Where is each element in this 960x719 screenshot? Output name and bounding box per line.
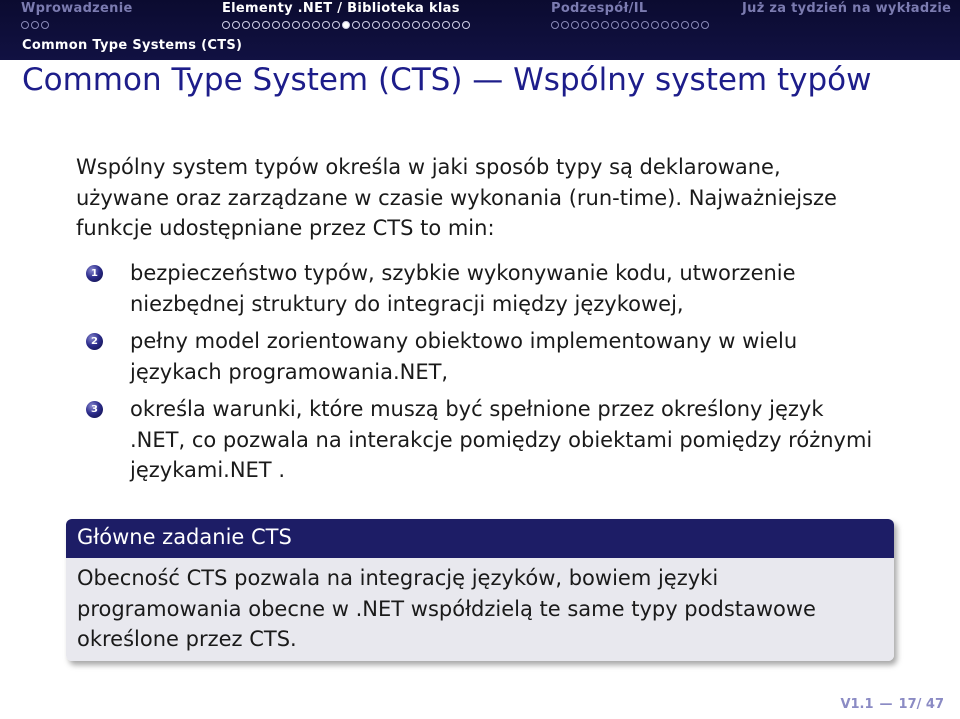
nav-dot[interactable] <box>262 21 270 29</box>
nav-section-title[interactable]: Elementy .NET / Biblioteka klas <box>222 1 460 16</box>
list-item-text: bezpieczeństwo typów, szybkie wykonywanie kodu, utworzenie niezbędnej struktury do integracji między językowej, <box>130 261 796 316</box>
list-item-text: pełny model zorientowany obiektowo implementowany w wielu językach programowania.NET, <box>130 329 798 384</box>
nav-dot[interactable] <box>282 21 290 29</box>
subsection-title[interactable]: Common Type Systems (CTS) <box>22 38 243 53</box>
nav-dot[interactable] <box>272 21 280 29</box>
footer <box>840 697 944 712</box>
nav-dot[interactable] <box>21 21 29 29</box>
nav-dot[interactable] <box>372 21 380 29</box>
nav-dot[interactable] <box>581 21 589 29</box>
nav-dot[interactable] <box>232 21 240 29</box>
nav-dots[interactable] <box>21 21 51 31</box>
nav-section-title[interactable]: Podzespół/IL <box>551 1 648 16</box>
nav-dot[interactable] <box>362 21 370 29</box>
enumeration-ball-icon: 2 <box>86 333 103 350</box>
nav-section-title[interactable]: Już za tydzień na wykładzie <box>742 1 952 16</box>
nav-dot[interactable] <box>402 21 410 29</box>
nav-section-title[interactable]: Wprowadzenie <box>21 1 133 16</box>
nav-dot[interactable] <box>681 21 689 29</box>
nav-dot[interactable] <box>442 21 450 29</box>
nav-dot[interactable] <box>661 21 669 29</box>
nav-dot[interactable] <box>302 21 310 29</box>
nav-dot[interactable] <box>701 21 709 29</box>
list-item <box>76 394 876 486</box>
nav-dot[interactable] <box>322 21 330 29</box>
nav-dot[interactable] <box>41 21 49 29</box>
nav-dot[interactable] <box>631 21 639 29</box>
nav-dot[interactable] <box>422 21 430 29</box>
nav-dot[interactable] <box>392 21 400 29</box>
navigation-bar <box>0 0 960 60</box>
frame-title: Common Type System (CTS) — Wspólny system typów <box>22 62 872 98</box>
nav-dot[interactable] <box>651 21 659 29</box>
block-title: Główne zadanie CTS <box>66 519 894 558</box>
block-body: Obecność CTS pozwala na integrację języków, bowiem języki programowania obecne w .NET współdzielą te same typy podstawowe określone przez CTS. <box>66 558 894 661</box>
nav-dots[interactable] <box>222 21 472 31</box>
version-label: V1.1 <box>840 697 874 712</box>
nav-dot-current[interactable] <box>342 21 350 29</box>
nav-dot[interactable] <box>332 21 340 29</box>
page-number[interactable]: 17/ 47 <box>898 697 944 712</box>
intro-paragraph: Wspólny system typów określa w jaki sposób typy są deklarowane, używane oraz zarządzane w czasie wykonania (run-time). Najważniejsze funkcje udostępniane przez CTS to min: <box>76 155 837 240</box>
nav-dot[interactable] <box>222 21 230 29</box>
nav-dot[interactable] <box>571 21 579 29</box>
nav-dot[interactable] <box>551 21 559 29</box>
nav-dot[interactable] <box>242 21 250 29</box>
nav-dot[interactable] <box>671 21 679 29</box>
enumeration-ball-icon: 3 <box>86 401 103 418</box>
feature-list <box>76 258 876 493</box>
enumeration-ball-icon: 1 <box>86 265 103 282</box>
main-task-block <box>66 519 894 661</box>
nav-dot[interactable] <box>382 21 390 29</box>
nav-dot[interactable] <box>31 21 39 29</box>
nav-dot[interactable] <box>292 21 300 29</box>
nav-dots[interactable] <box>551 21 711 31</box>
list-item <box>76 326 876 387</box>
nav-dot[interactable] <box>601 21 609 29</box>
nav-dot[interactable] <box>462 21 470 29</box>
nav-dot[interactable] <box>352 21 360 29</box>
nav-dot[interactable] <box>621 21 629 29</box>
list-item-text: określa warunki, które muszą być spełnione przez określony język .NET, co pozwala na interakcje pomiędzy obiektami pomiędzy różnymi językami.NET . <box>130 397 873 482</box>
nav-dot[interactable] <box>432 21 440 29</box>
nav-dot[interactable] <box>452 21 460 29</box>
nav-dot[interactable] <box>312 21 320 29</box>
nav-dot[interactable] <box>591 21 599 29</box>
footer-separator: — <box>879 697 893 712</box>
nav-dot[interactable] <box>252 21 260 29</box>
nav-dot[interactable] <box>561 21 569 29</box>
nav-dot[interactable] <box>691 21 699 29</box>
nav-dot[interactable] <box>611 21 619 29</box>
nav-dot[interactable] <box>641 21 649 29</box>
nav-dot[interactable] <box>412 21 420 29</box>
list-item <box>76 258 876 319</box>
